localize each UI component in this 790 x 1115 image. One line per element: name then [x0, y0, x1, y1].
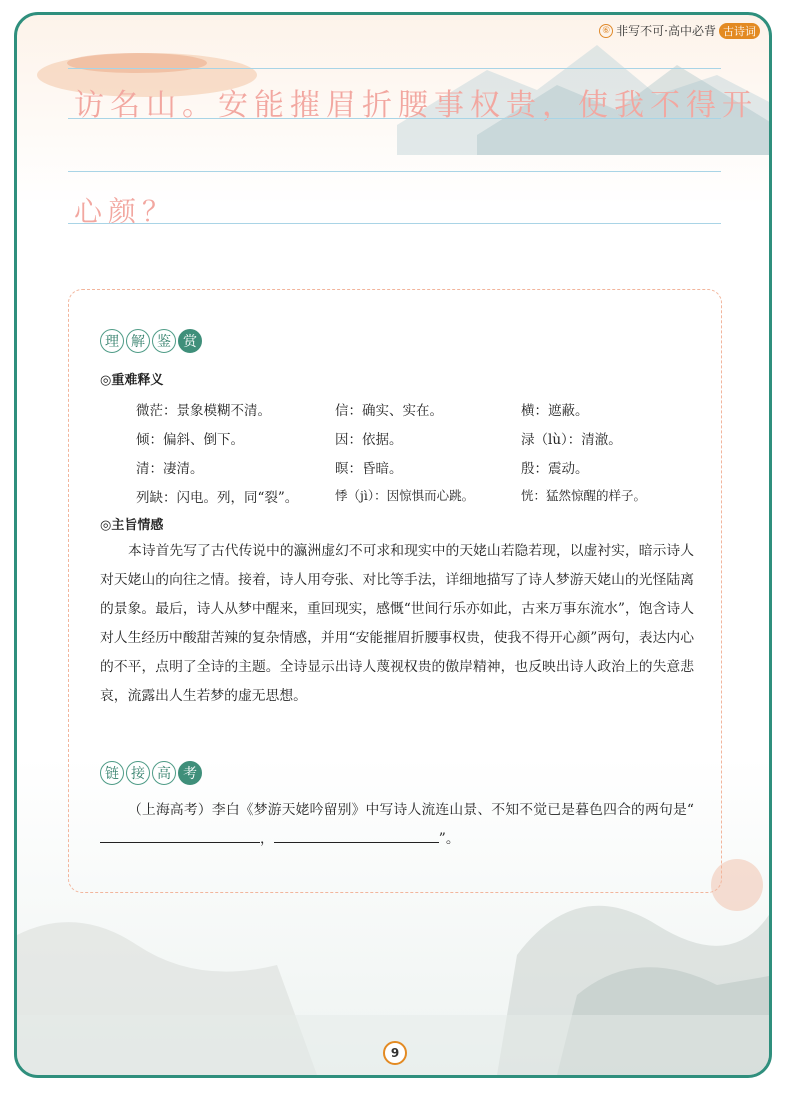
title-char: 解 [126, 329, 150, 353]
title-char: 理 [100, 329, 124, 353]
question-separator: ， [260, 831, 274, 847]
title-char: 高 [152, 761, 176, 785]
guide-line [68, 171, 721, 172]
title-char: 赏 [178, 329, 202, 353]
theme-heading: ◎主旨情感 [100, 518, 164, 533]
glossary-item: 列缺：闪电。列，同“裂”。 [136, 490, 299, 506]
volume-number: ⑥ [599, 24, 613, 38]
guide-line [68, 68, 721, 69]
glossary-item: 信：确实、实在。 [335, 403, 443, 419]
glossary-heading: ◎重难释义 [100, 373, 164, 388]
glossary-item: 倾：偏斜、倒下。 [136, 432, 244, 448]
answer-blank-1[interactable] [100, 828, 260, 843]
section-title-link [100, 761, 202, 785]
section-title-understanding [100, 329, 202, 353]
theme-paragraph: 本诗首先写了古代传说中的瀛洲虚幻不可求和现实中的天姥山若隐若现，以虚衬实，暗示诗人对天姥山的向往之情。接着，诗人用夸张、对比等手法，详细地描写了诗人梦游天姥山的光怪陆离的景象。最后，诗人从梦中醒来，重回现实，感慨“世间行乐亦如此，古来万事东流水”，饱含诗人对人生经历中酸甜苦辣的复杂情感，并用“安能摧眉折腰事权贵，使我不得开心颜”两句，表达内心的不平，点明了全诗的主题。全诗显示出诗人蔑视权贵的傲岸精神，也反映出诗人政治上的失意悲哀，流露出人生若梦的虚无思想。 [100, 543, 694, 704]
glossary-item: 殷：震动。 [521, 461, 589, 477]
copy-line-2: 心颜？ [74, 195, 177, 228]
series-badge: 古诗词 [719, 23, 760, 39]
glossary-item: 渌（lù）：清澈。 [521, 432, 622, 448]
glossary-item: 微茫：景象模糊不清。 [136, 403, 271, 419]
exam-question [100, 796, 694, 854]
glossary-item: 暝：昏暗。 [335, 461, 403, 477]
copy-line-1: 访名山。安能摧眉折腰事权贵，使我不得开 [74, 88, 758, 123]
glossary-item: 因：依据。 [335, 432, 403, 448]
series-header [599, 22, 760, 39]
answer-blank-2[interactable] [274, 828, 439, 843]
glossary-item: 清：凄清。 [136, 461, 204, 477]
glossary-item: 悸（jì）：因惊惧而心跳。 [335, 488, 475, 503]
title-char: 鉴 [152, 329, 176, 353]
guide-line [68, 223, 721, 224]
glossary-item: 恍：猛然惊醒的样子。 [521, 488, 647, 503]
question-end: ”。 [438, 831, 460, 847]
title-char: 接 [126, 761, 150, 785]
series-title: 非写不可·高中必背 [616, 24, 716, 38]
glossary-item: 横：遮蔽。 [521, 403, 589, 419]
guide-line [68, 118, 721, 119]
title-char: 链 [100, 761, 124, 785]
title-char: 考 [178, 761, 202, 785]
page-number: 9 [383, 1041, 407, 1065]
question-text: （上海高考）李白《梦游天姥吟留别》中写诗人流连山景、不知不觉已是暮色四合的两句是“ [128, 802, 694, 818]
